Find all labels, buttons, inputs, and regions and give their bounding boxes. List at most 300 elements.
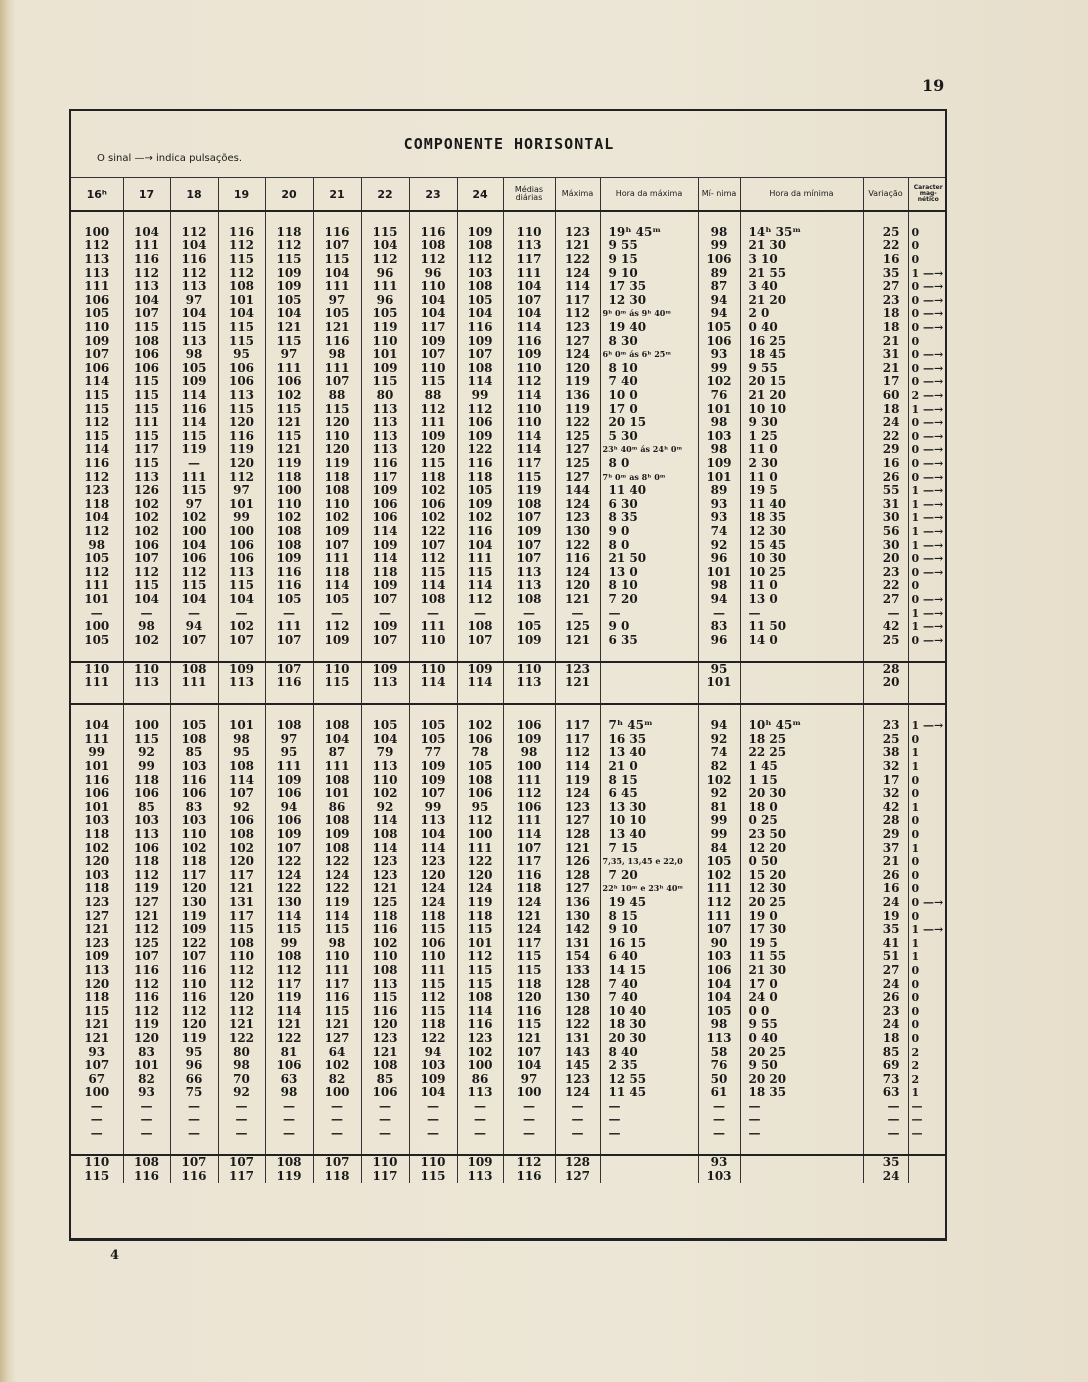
- cell-daily-mean: 100: [503, 1086, 555, 1100]
- cell-h19: 112: [218, 239, 265, 253]
- cell-minimum: 94: [698, 719, 740, 733]
- cell-h21: —: [313, 1127, 361, 1141]
- cell-h17: 104: [123, 226, 170, 240]
- cell-h22: 80: [361, 389, 409, 403]
- cell-h22: 101: [361, 348, 409, 362]
- cell-h18: 114: [170, 389, 218, 403]
- cell-magnetic-character: 1 —→: [908, 525, 947, 539]
- cell-h21: 64: [313, 1045, 361, 1059]
- cell-daily-mean: 110: [503, 226, 555, 240]
- cell-h22: —: [361, 1127, 409, 1141]
- cell-min-time: 2 0: [740, 307, 863, 321]
- cell-max-time: 19 45: [600, 896, 698, 910]
- gap-cell: [600, 211, 698, 226]
- cell-h18: 95: [170, 1045, 218, 1059]
- col-header-21: 21: [313, 178, 361, 212]
- cell-max-time: 14 15: [600, 964, 698, 978]
- cell-variation: 27: [863, 964, 908, 978]
- cell-h23: 123: [409, 855, 457, 869]
- cell-h24: 107: [457, 348, 503, 362]
- gap-cell: [265, 704, 313, 719]
- cell-minimum: 93: [698, 511, 740, 525]
- cell-variation: —: [863, 606, 908, 620]
- cell-h24: 99: [457, 389, 503, 403]
- cell-h17: 115: [123, 375, 170, 389]
- cell-h19: 112: [218, 977, 265, 991]
- gap-cell: [313, 1140, 361, 1155]
- cell-h23: 114: [409, 841, 457, 855]
- cell-daily-mean: 110: [503, 662, 555, 677]
- cell-h23: 114: [409, 579, 457, 593]
- cell-daily-mean: 112: [503, 1155, 555, 1170]
- cell-h18: 115: [170, 321, 218, 335]
- cell-minimum: 76: [698, 1059, 740, 1073]
- cell-max-time: [600, 676, 698, 690]
- cell-min-time: 1 15: [740, 773, 863, 787]
- cell-h18: 110: [170, 977, 218, 991]
- cell-maximum: 124: [555, 1086, 600, 1100]
- cell-h20: 107: [265, 662, 313, 677]
- cell-max-time: —: [600, 606, 698, 620]
- cell-h18: 102: [170, 511, 218, 525]
- cell-h22: 102: [361, 787, 409, 801]
- cell-h22: 110: [361, 1155, 409, 1170]
- cell-h17: 112: [123, 266, 170, 280]
- cell-maximum: 124: [555, 565, 600, 579]
- cell-min-time: 11 55: [740, 950, 863, 964]
- cell-h21: 122: [313, 855, 361, 869]
- cell-max-time: 19 40: [600, 321, 698, 335]
- cell-maximum: 130: [555, 525, 600, 539]
- cell-daily-mean: 117: [503, 936, 555, 950]
- cell-h24: 115: [457, 977, 503, 991]
- cell-maximum: 131: [555, 936, 600, 950]
- cell-min-time: [740, 662, 863, 677]
- cell-min-time: 21 20: [740, 389, 863, 403]
- cell-h16: 115: [84, 402, 110, 416]
- cell-h18: 111: [170, 676, 218, 690]
- day-row: [71, 321, 947, 335]
- cell-h23: 118: [409, 1018, 457, 1032]
- cell-h22: 106: [361, 1086, 409, 1100]
- cell-minimum: 93: [698, 497, 740, 511]
- cell-h21: 115: [313, 676, 361, 690]
- day-row: [71, 746, 947, 760]
- cell-magnetic-character: 1: [908, 801, 947, 815]
- cell-h20: 106: [265, 787, 313, 801]
- cell-maximum: 131: [555, 1032, 600, 1046]
- cell-maximum: 121: [555, 593, 600, 607]
- gap-cell: [457, 704, 503, 719]
- cell-h16: 105: [84, 307, 110, 321]
- cell-h22: 114: [361, 552, 409, 566]
- cell-h22: 107: [361, 633, 409, 647]
- cell-daily-mean: 100: [503, 760, 555, 774]
- cell-h24: 106: [457, 416, 503, 430]
- cell-max-time: 7 40: [600, 991, 698, 1005]
- cell-h19: 115: [218, 334, 265, 348]
- cell-h24: 101: [457, 936, 503, 950]
- cell-min-time: 0 0: [740, 1004, 863, 1018]
- cell-h17: 115: [123, 321, 170, 335]
- gap-cell: [600, 647, 698, 662]
- cell-daily-mean: 115: [503, 470, 555, 484]
- cell-h19: 114: [218, 773, 265, 787]
- cell-h17: 113: [123, 280, 170, 294]
- cell-min-time: 3 40: [740, 280, 863, 294]
- cell-maximum: 125: [555, 457, 600, 471]
- cell-h20: 122: [265, 882, 313, 896]
- cell-h23: 108: [409, 239, 457, 253]
- cell-h21: 86: [313, 801, 361, 815]
- cell-max-time: 7 40: [600, 977, 698, 991]
- cell-variation: 29: [863, 443, 908, 457]
- cell-h22: 116: [361, 457, 409, 471]
- cell-h24: 122: [457, 443, 503, 457]
- cell-h20: 108: [265, 719, 313, 733]
- cell-max-time: 7ʰ 45ᵐ: [600, 719, 698, 733]
- gap-cell: [71, 647, 123, 662]
- cell-h23: 117: [409, 321, 457, 335]
- cell-h18: 105: [170, 719, 218, 733]
- col-header-19: 19: [218, 178, 265, 212]
- day-row: [71, 1113, 947, 1127]
- cell-h20: 107: [265, 841, 313, 855]
- cell-h16: 106: [84, 361, 110, 375]
- cell-h20: 130: [265, 896, 313, 910]
- cell-maximum: 114: [555, 280, 600, 294]
- cell-h24: 106: [457, 787, 503, 801]
- cell-min-time: [740, 1170, 863, 1184]
- cell-max-time: 8 15: [600, 909, 698, 923]
- cell-h24: 112: [457, 814, 503, 828]
- cell-h20: 99: [265, 936, 313, 950]
- cell-h24: 118: [457, 470, 503, 484]
- cell-minimum: 96: [698, 552, 740, 566]
- cell-h23: 107: [409, 538, 457, 552]
- cell-h18: 115: [170, 579, 218, 593]
- cell-h16: —: [90, 606, 103, 620]
- cell-daily-mean: 117: [503, 253, 555, 267]
- cell-h17: 82: [123, 1072, 170, 1086]
- cell-h19: 107: [218, 633, 265, 647]
- cell-h23: 108: [409, 593, 457, 607]
- col-header-daily-mean: Médias diárias: [503, 178, 555, 212]
- cell-h18: 110: [170, 828, 218, 842]
- cell-h17: 115: [123, 579, 170, 593]
- day-row: [71, 1018, 947, 1032]
- cell-h19: 101: [218, 497, 265, 511]
- cell-h20: 102: [265, 511, 313, 525]
- cell-h22: 113: [361, 760, 409, 774]
- gap-cell: [313, 211, 361, 226]
- gap-cell: [313, 690, 361, 705]
- cell-maximum: 126: [555, 855, 600, 869]
- cell-min-time: 10ʰ 45ᵐ: [740, 719, 863, 733]
- gap-cell: [313, 647, 361, 662]
- cell-max-time: 10 10: [600, 814, 698, 828]
- cell-h17: —: [123, 1100, 170, 1114]
- cell-h24: 109: [457, 662, 503, 677]
- cell-max-time: 7 20: [600, 593, 698, 607]
- cell-h21: 108: [313, 814, 361, 828]
- cell-variation: 27: [863, 280, 908, 294]
- cell-h19: 120: [218, 457, 265, 471]
- cell-daily-mean: 112: [503, 375, 555, 389]
- cell-minimum: 103: [698, 1170, 740, 1184]
- cell-minimum: 92: [698, 538, 740, 552]
- cell-variation: 41: [863, 936, 908, 950]
- cell-h18: 104: [170, 307, 218, 321]
- cell-h17: 120: [123, 1032, 170, 1046]
- gap-cell: [265, 1140, 313, 1155]
- cell-minimum: 95: [698, 662, 740, 677]
- cell-maximum: 122: [555, 538, 600, 552]
- cell-h22: 109: [361, 620, 409, 634]
- cell-max-time: 16 35: [600, 733, 698, 747]
- cell-h21: 87: [313, 746, 361, 760]
- cell-h24: 116: [457, 1018, 503, 1032]
- cell-h23: 105: [409, 733, 457, 747]
- cell-magnetic-character: 1 —→: [908, 497, 947, 511]
- cell-h17: 115: [123, 430, 170, 444]
- cell-h18: 102: [170, 841, 218, 855]
- cell-h23: —: [409, 606, 457, 620]
- cell-magnetic-character: —: [908, 1127, 947, 1141]
- cell-max-time: 8 0: [600, 457, 698, 471]
- cell-maximum: 128: [555, 828, 600, 842]
- cell-maximum: 119: [555, 402, 600, 416]
- gap-cell: [409, 211, 457, 226]
- cell-h19: 80: [218, 1045, 265, 1059]
- cell-h23: 122: [409, 1032, 457, 1046]
- cell-h22: 116: [361, 1004, 409, 1018]
- cell-h23: 107: [409, 787, 457, 801]
- cell-max-time: 8 0: [600, 538, 698, 552]
- cell-variation: 16: [863, 882, 908, 896]
- cell-h19: 102: [218, 841, 265, 855]
- cell-maximum: 123: [555, 662, 600, 677]
- cell-h20: 115: [265, 253, 313, 267]
- cell-min-time: 9 55: [740, 1018, 863, 1032]
- cell-h22: 106: [361, 497, 409, 511]
- cell-maximum: 122: [555, 416, 600, 430]
- cell-h22: 121: [361, 1045, 409, 1059]
- cell-min-time: 21 55: [740, 266, 863, 280]
- cell-h18: 107: [170, 633, 218, 647]
- cell-h24: 102: [457, 719, 503, 733]
- cell-min-time: 15 20: [740, 869, 863, 883]
- cell-h18: 104: [170, 239, 218, 253]
- cell-h18: 66: [170, 1072, 218, 1086]
- cell-maximum: 119: [555, 375, 600, 389]
- cell-h21: 114: [313, 909, 361, 923]
- cell-maximum: 125: [555, 620, 600, 634]
- cell-maximum: 128: [555, 1004, 600, 1018]
- col-header-magnetic-character: Caracter mag- nético: [908, 178, 947, 212]
- cell-maximum: 144: [555, 484, 600, 498]
- gap-cell: [457, 690, 503, 705]
- cell-h24: 114: [457, 1004, 503, 1018]
- cell-min-time: 16 25: [740, 334, 863, 348]
- col-header-23: 23: [409, 178, 457, 212]
- cell-max-time: [600, 662, 698, 677]
- cell-h24: 116: [457, 321, 503, 335]
- cell-maximum: 117: [555, 733, 600, 747]
- cell-daily-mean: 114: [503, 430, 555, 444]
- cell-h18: 116: [170, 964, 218, 978]
- cell-variation: 35: [863, 923, 908, 937]
- cell-h16: 115: [84, 1169, 110, 1183]
- cell-min-time: 19 0: [740, 909, 863, 923]
- cell-magnetic-character: 0: [908, 869, 947, 883]
- mean-row: [71, 676, 947, 690]
- cell-h19: 106: [218, 362, 265, 376]
- cell-h22: 123: [361, 869, 409, 883]
- cell-h16: 93: [88, 1045, 106, 1059]
- cell-h23: 103: [409, 1059, 457, 1073]
- gap-cell: [170, 1140, 218, 1155]
- cell-minimum: —: [698, 1100, 740, 1114]
- cell-h24: 100: [457, 828, 503, 842]
- cell-min-time: —: [740, 1100, 863, 1114]
- cell-h24: 116: [457, 525, 503, 539]
- cell-h21: 110: [313, 430, 361, 444]
- section-gap: [71, 704, 947, 719]
- cell-daily-mean: 104: [503, 307, 555, 321]
- cell-max-time: 9 55: [600, 239, 698, 253]
- day-row: [71, 869, 947, 883]
- cell-h19: 106: [218, 538, 265, 552]
- cell-minimum: 99: [698, 239, 740, 253]
- cell-min-time: 17 30: [740, 923, 863, 937]
- cell-magnetic-character: 0: [908, 1032, 947, 1046]
- gap-cell: [600, 704, 698, 719]
- day-row: [71, 443, 947, 457]
- cell-minimum: 94: [698, 593, 740, 607]
- cell-minimum: —: [698, 1127, 740, 1141]
- day-row: [71, 1032, 947, 1046]
- cell-minimum: 103: [698, 950, 740, 964]
- cell-h16: 101: [84, 759, 110, 774]
- cell-daily-mean: 115: [503, 950, 555, 964]
- cell-minimum: 90: [698, 936, 740, 950]
- cell-magnetic-character: 2: [908, 1045, 947, 1059]
- gap-cell: [123, 1140, 170, 1155]
- cell-h22: 114: [361, 841, 409, 855]
- cell-magnetic-character: 0: [908, 334, 947, 348]
- cell-min-time: 10 10: [740, 402, 863, 416]
- cell-daily-mean: 107: [503, 294, 555, 308]
- cell-h17: 113: [123, 828, 170, 842]
- cell-maximum: 128: [555, 977, 600, 991]
- cell-h22: 111: [361, 280, 409, 294]
- day-row: [71, 977, 947, 991]
- cell-h16: 114: [84, 443, 110, 457]
- cell-h23: 110: [409, 662, 457, 677]
- cell-h18: 122: [170, 936, 218, 950]
- cell-minimum: 102: [698, 375, 740, 389]
- cell-h19: 119: [218, 443, 265, 457]
- gap-cell: [361, 647, 409, 662]
- cell-magnetic-character: 0 —→: [908, 593, 947, 607]
- cell-h22: 110: [361, 950, 409, 964]
- cell-h17: 115: [123, 457, 170, 471]
- cell-variation: 27: [863, 593, 908, 607]
- mean-row: [71, 1170, 947, 1184]
- cell-magnetic-character: 1: [908, 936, 947, 950]
- cell-h22: 108: [361, 964, 409, 978]
- cell-variation: 28: [863, 662, 908, 677]
- cell-h16: —: [90, 1113, 103, 1127]
- cell-min-time: 18 35: [740, 1086, 863, 1100]
- cell-maximum: 121: [555, 841, 600, 855]
- gap-cell: [361, 1140, 409, 1155]
- cell-h18: 107: [170, 950, 218, 964]
- cell-h17: 103: [123, 814, 170, 828]
- cell-daily-mean: 111: [503, 266, 555, 280]
- gap-cell: [698, 647, 740, 662]
- cell-minimum: 113: [698, 1032, 740, 1046]
- cell-h23: 110: [409, 280, 457, 294]
- cell-h20: 110: [265, 497, 313, 511]
- cell-max-time: 20 30: [600, 1032, 698, 1046]
- cell-h17: 112: [123, 1004, 170, 1018]
- cell-daily-mean: 121: [503, 1032, 555, 1046]
- cell-daily-mean: 124: [503, 896, 555, 910]
- cell-h19: 113: [218, 565, 265, 579]
- cell-max-time: 8 10: [600, 579, 698, 593]
- cell-magnetic-character: 0 —→: [908, 896, 947, 910]
- cell-h17: 116: [123, 1170, 170, 1184]
- cell-h17: 111: [123, 239, 170, 253]
- cell-minimum: 98: [698, 226, 740, 240]
- day-row: [71, 402, 947, 416]
- cell-magnetic-character: 1 —→: [908, 484, 947, 498]
- cell-h18: 118: [170, 855, 218, 869]
- cell-h16: 115: [84, 388, 110, 403]
- cell-h17: 125: [123, 936, 170, 950]
- cell-max-time: 12 55: [600, 1072, 698, 1086]
- cell-h22: 117: [361, 1170, 409, 1184]
- cell-h21: 111: [313, 552, 361, 566]
- cell-daily-mean: 115: [503, 964, 555, 978]
- cell-min-time: 19 5: [740, 484, 863, 498]
- cell-h23: 115: [409, 1004, 457, 1018]
- cell-variation: 31: [863, 348, 908, 362]
- cell-h16: 112: [84, 524, 110, 538]
- cell-h19: 108: [218, 280, 265, 294]
- cell-maximum: 145: [555, 1059, 600, 1073]
- cell-max-time: 8 40: [600, 1045, 698, 1059]
- cell-magnetic-character: 0: [908, 909, 947, 923]
- cell-h17: 118: [123, 855, 170, 869]
- cell-h20: 115: [265, 402, 313, 416]
- cell-variation: 42: [863, 620, 908, 634]
- cell-h21: 98: [313, 936, 361, 950]
- cell-max-time: 9ʰ 0ᵐ ás 9ʰ 40ᵐ: [600, 307, 698, 321]
- cell-h17: 85: [123, 801, 170, 815]
- cell-variation: 38: [863, 746, 908, 760]
- cell-h18: 104: [170, 538, 218, 552]
- cell-magnetic-character: 0 —→: [908, 294, 947, 308]
- gap-cell: [908, 704, 947, 719]
- cell-h18: 112: [170, 565, 218, 579]
- cell-h21: 105: [313, 593, 361, 607]
- cell-h21: 111: [313, 362, 361, 376]
- cell-max-time: 13 30: [600, 801, 698, 815]
- cell-max-time: 8 15: [600, 773, 698, 787]
